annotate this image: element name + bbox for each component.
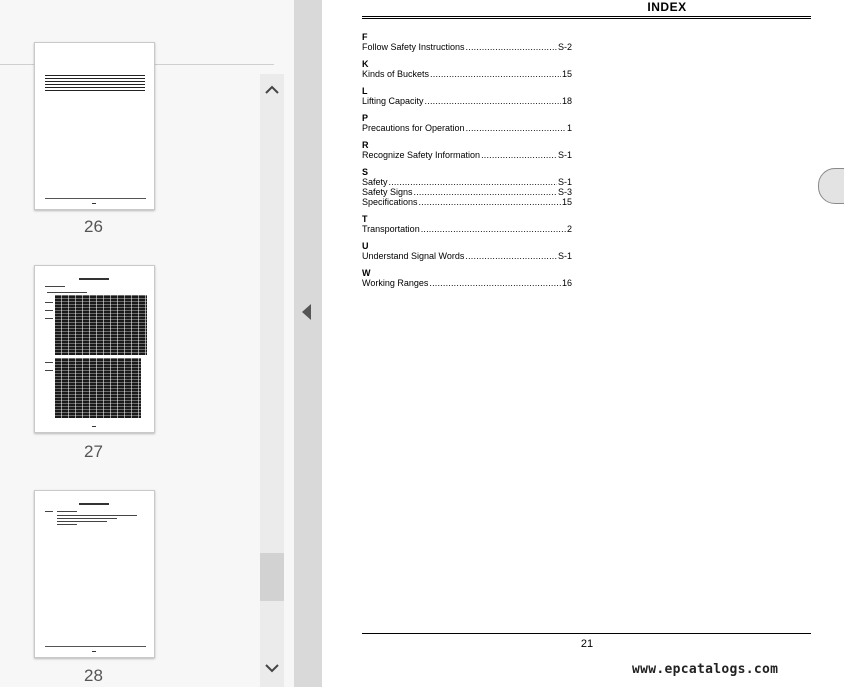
index-entry-text: Transportation: [362, 224, 420, 234]
index-entry-text: Safety Signs: [362, 187, 413, 197]
index-entry-page: 1: [566, 123, 572, 133]
thumbnail-scrollbar[interactable]: [260, 74, 284, 687]
index-entry-page: S-1: [557, 150, 572, 160]
index-entry: [362, 224, 572, 234]
index-entry: [362, 187, 572, 197]
index-entry: [362, 123, 572, 133]
index-entry: [362, 278, 572, 288]
thumbnail-label: 27: [84, 442, 103, 461]
index-entry-page: 16: [561, 278, 572, 288]
index-section-r: [362, 140, 572, 160]
index-entry-text: Recognize Safety Information: [362, 150, 481, 160]
thumbnail-page-27[interactable]: [34, 265, 155, 433]
index-section-s: [362, 167, 572, 207]
thumbnail-page-26[interactable]: [34, 42, 155, 210]
index-list: [362, 32, 572, 295]
thumbnail-page-28[interactable]: [34, 490, 155, 658]
index-section-p: [362, 113, 572, 133]
index-letter: K: [362, 59, 369, 69]
document-page: [322, 0, 844, 687]
index-letter: W: [362, 268, 371, 278]
scrollbar-thumb[interactable]: [260, 553, 284, 601]
index-letter: T: [362, 214, 368, 224]
index-section-f: [362, 32, 572, 52]
index-section-u: [362, 241, 572, 261]
watermark: www.epcatalogs.com: [632, 662, 779, 677]
index-entry-text: Working Ranges: [362, 278, 429, 288]
index-entry: [362, 150, 572, 160]
chevron-down-icon[interactable]: [260, 658, 284, 680]
index-section-w: [362, 268, 572, 288]
index-entry-page: S-1: [557, 177, 572, 187]
page-number: 21: [580, 638, 594, 650]
chevron-up-icon[interactable]: [260, 78, 284, 100]
page-title: INDEX: [647, 0, 687, 14]
triangle-left-icon[interactable]: [302, 304, 311, 320]
header-rule: [362, 18, 811, 19]
index-letter: S: [362, 167, 369, 177]
index-section-k: [362, 59, 572, 79]
header-rule: [362, 16, 811, 17]
index-entry-page: S-1: [557, 251, 572, 261]
index-entry-text: Follow Safety Instructions: [362, 42, 465, 52]
index-entry: [362, 251, 572, 261]
index-entry-page: 18: [561, 96, 572, 106]
side-panel-tab[interactable]: [818, 168, 844, 204]
index-section-l: [362, 86, 572, 106]
thumbnail-sidebar: [0, 0, 294, 687]
index-letter: F: [362, 32, 368, 42]
index-entry-text: Precautions for Operation: [362, 123, 465, 133]
index-letter: R: [362, 140, 369, 150]
index-entry: [362, 96, 572, 106]
index-letter: P: [362, 113, 369, 123]
index-entry: [362, 69, 572, 79]
index-entry-page: 15: [561, 197, 572, 207]
thumbnail-label: 26: [84, 217, 103, 236]
index-entry-page: S-2: [557, 42, 572, 52]
index-entry: [362, 197, 572, 207]
index-letter: U: [362, 241, 369, 251]
index-entry-text: Lifting Capacity: [362, 96, 424, 106]
thumbnail-label: 28: [84, 666, 103, 685]
sidebar-gutter[interactable]: [294, 0, 322, 687]
index-section-t: [362, 214, 572, 234]
index-entry-text: Safety: [362, 177, 388, 187]
index-entry-text: Understand Signal Words: [362, 251, 465, 261]
index-letter: L: [362, 86, 368, 96]
index-entry-page: 2: [566, 224, 572, 234]
index-entry: [362, 42, 572, 52]
footer-rule: [362, 633, 811, 634]
index-entry-text: Specifications: [362, 197, 418, 207]
index-entry-page: S-3: [557, 187, 572, 197]
index-entry-page: 15: [561, 69, 572, 79]
index-entry-text: Kinds of Buckets: [362, 69, 430, 79]
index-entry: [362, 177, 572, 187]
